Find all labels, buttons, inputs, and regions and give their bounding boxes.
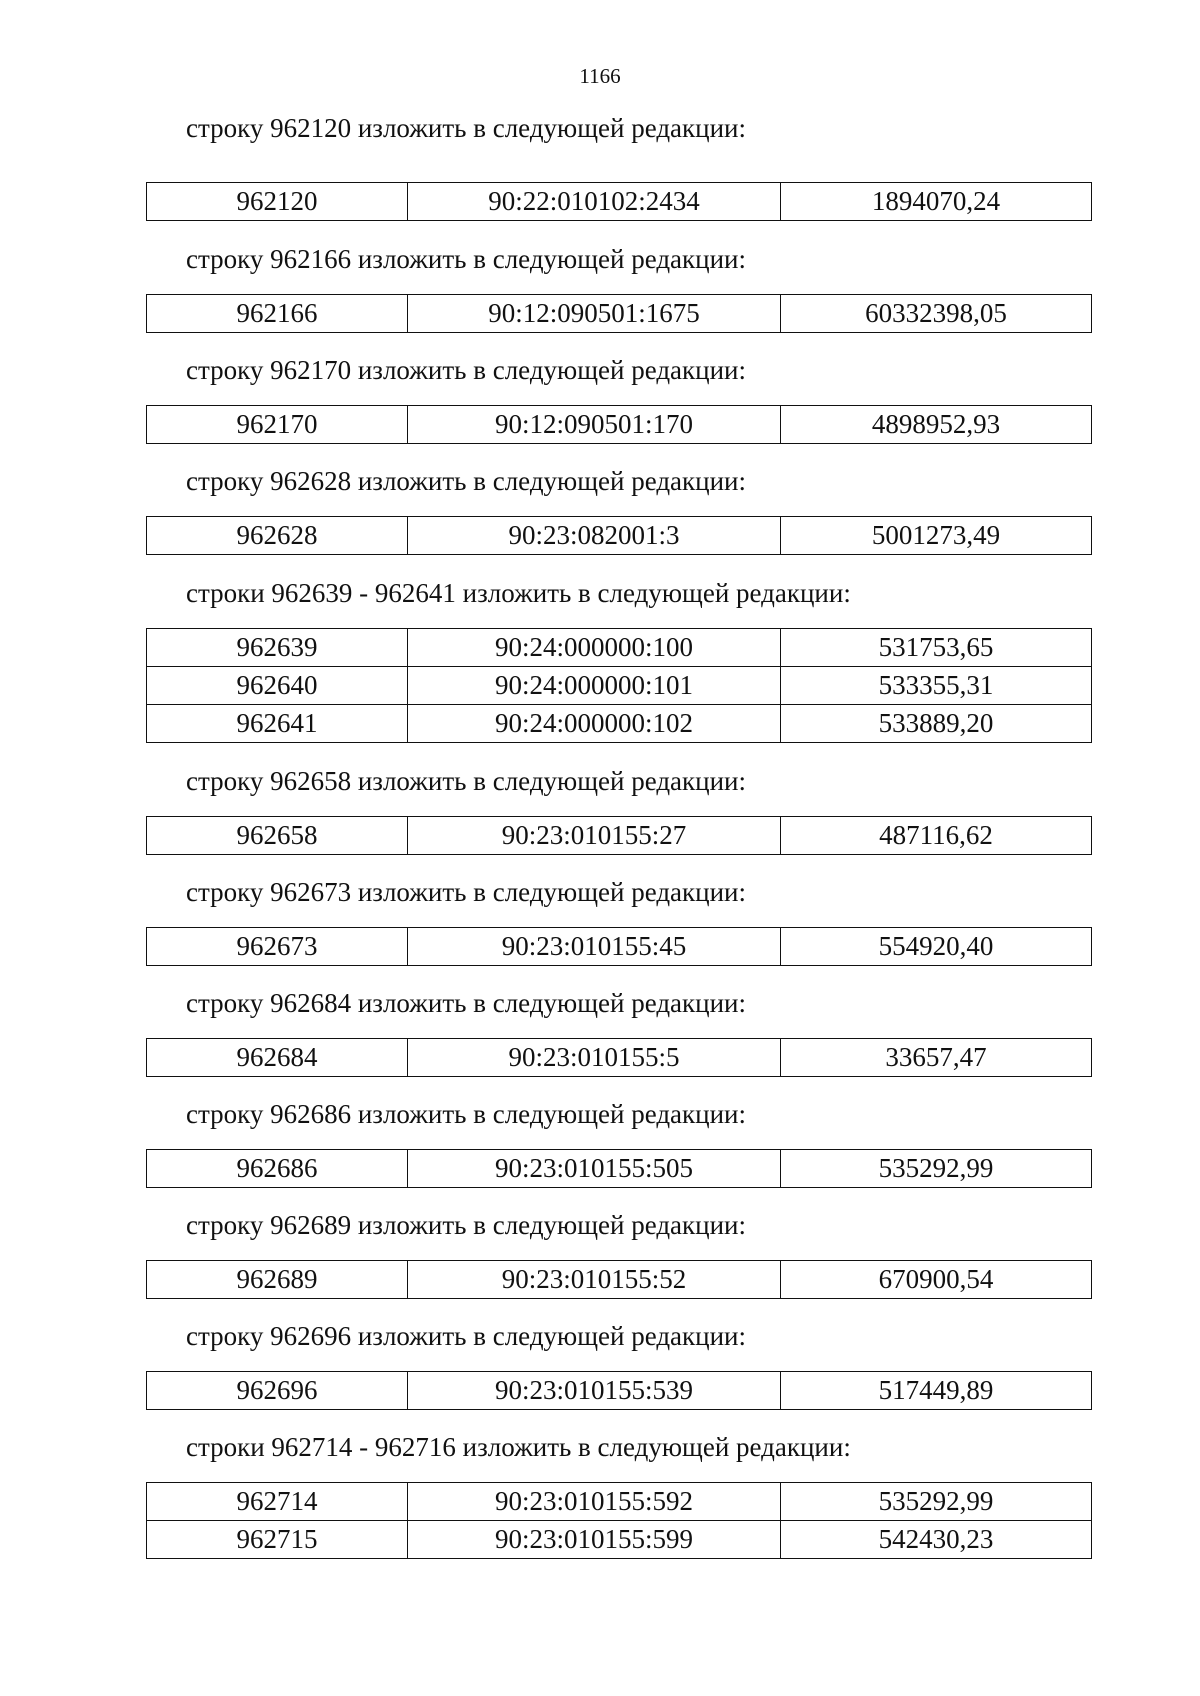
record-number-cell: 962628 bbox=[147, 517, 408, 555]
record-number-cell: 962673 bbox=[147, 928, 408, 966]
table-row bbox=[147, 817, 1092, 855]
cadastral-number-cell: 90:23:010155:539 bbox=[408, 1372, 781, 1410]
value-cell: 542430,23 bbox=[781, 1521, 1092, 1559]
record-number-cell: 962641 bbox=[147, 705, 408, 743]
table-row bbox=[147, 1521, 1092, 1559]
section-heading: строку 962628 изложить в следующей редакции: bbox=[186, 466, 747, 496]
section-heading: строку 962696 изложить в следующей редакции: bbox=[186, 1321, 747, 1351]
record-number-cell: 962686 bbox=[147, 1150, 408, 1188]
section-heading: строку 962673 изложить в следующей редакции: bbox=[186, 877, 747, 907]
table-row bbox=[147, 1372, 1092, 1410]
table-row bbox=[147, 1039, 1092, 1077]
section-heading: строку 962166 изложить в следующей редакции: bbox=[186, 244, 747, 274]
value-cell: 533355,31 bbox=[781, 667, 1092, 705]
record-table bbox=[146, 628, 1092, 743]
table-row bbox=[147, 1483, 1092, 1521]
record-table bbox=[146, 1482, 1092, 1559]
record-number-cell: 962640 bbox=[147, 667, 408, 705]
section-heading: строку 962658 изложить в следующей редакции: bbox=[186, 766, 747, 796]
value-cell: 670900,54 bbox=[781, 1261, 1092, 1299]
record-table bbox=[146, 1038, 1092, 1077]
record-table bbox=[146, 1371, 1092, 1410]
cadastral-number-cell: 90:23:010155:505 bbox=[408, 1150, 781, 1188]
cadastral-number-cell: 90:22:010102:2434 bbox=[408, 183, 781, 221]
table-row bbox=[147, 1150, 1092, 1188]
record-table bbox=[146, 927, 1092, 966]
record-number-cell: 962696 bbox=[147, 1372, 408, 1410]
value-cell: 531753,65 bbox=[781, 629, 1092, 667]
section-heading: строку 962170 изложить в следующей редакции: bbox=[186, 355, 747, 385]
value-cell: 1894070,24 bbox=[781, 183, 1092, 221]
cadastral-number-cell: 90:24:000000:102 bbox=[408, 705, 781, 743]
record-table bbox=[146, 294, 1092, 333]
table-row bbox=[147, 183, 1092, 221]
record-table bbox=[146, 405, 1092, 444]
value-cell: 517449,89 bbox=[781, 1372, 1092, 1410]
record-number-cell: 962684 bbox=[147, 1039, 408, 1077]
cadastral-number-cell: 90:23:010155:5 bbox=[408, 1039, 781, 1077]
record-number-cell: 962120 bbox=[147, 183, 408, 221]
section-heading: строку 962689 изложить в следующей редакции: bbox=[186, 1210, 747, 1240]
cadastral-number-cell: 90:24:000000:100 bbox=[408, 629, 781, 667]
value-cell: 487116,62 bbox=[781, 817, 1092, 855]
record-number-cell: 962689 bbox=[147, 1261, 408, 1299]
record-table bbox=[146, 816, 1092, 855]
cadastral-number-cell: 90:24:000000:101 bbox=[408, 667, 781, 705]
section-heading: строку 962686 изложить в следующей редакции: bbox=[186, 1099, 747, 1129]
table-row bbox=[147, 295, 1092, 333]
value-cell: 4898952,93 bbox=[781, 406, 1092, 444]
cadastral-number-cell: 90:23:010155:52 bbox=[408, 1261, 781, 1299]
section-heading: строки 962639 - 962641 изложить в следующей редакции: bbox=[186, 578, 851, 608]
record-number-cell: 962166 bbox=[147, 295, 408, 333]
record-number-cell: 962714 bbox=[147, 1483, 408, 1521]
record-number-cell: 962170 bbox=[147, 406, 408, 444]
cadastral-number-cell: 90:23:010155:592 bbox=[408, 1483, 781, 1521]
record-table bbox=[146, 182, 1092, 221]
cadastral-number-cell: 90:23:010155:27 bbox=[408, 817, 781, 855]
page-number: 1166 bbox=[579, 64, 621, 88]
record-number-cell: 962658 bbox=[147, 817, 408, 855]
cadastral-number-cell: 90:23:010155:45 bbox=[408, 928, 781, 966]
table-row bbox=[147, 517, 1092, 555]
cadastral-number-cell: 90:23:082001:3 bbox=[408, 517, 781, 555]
value-cell: 535292,99 bbox=[781, 1150, 1092, 1188]
record-number-cell: 962715 bbox=[147, 1521, 408, 1559]
table-row bbox=[147, 667, 1092, 705]
section-heading: строку 962120 изложить в следующей редакции: bbox=[186, 113, 747, 143]
record-table bbox=[146, 516, 1092, 555]
table-row bbox=[147, 928, 1092, 966]
section-heading: строку 962684 изложить в следующей редакции: bbox=[186, 988, 747, 1018]
cadastral-number-cell: 90:12:090501:1675 bbox=[408, 295, 781, 333]
section-heading: строки 962714 - 962716 изложить в следующей редакции: bbox=[186, 1432, 851, 1462]
cadastral-number-cell: 90:23:010155:599 bbox=[408, 1521, 781, 1559]
table-row bbox=[147, 629, 1092, 667]
table-row bbox=[147, 705, 1092, 743]
value-cell: 533889,20 bbox=[781, 705, 1092, 743]
value-cell: 554920,40 bbox=[781, 928, 1092, 966]
record-table bbox=[146, 1260, 1092, 1299]
value-cell: 5001273,49 bbox=[781, 517, 1092, 555]
value-cell: 33657,47 bbox=[781, 1039, 1092, 1077]
value-cell: 60332398,05 bbox=[781, 295, 1092, 333]
record-table bbox=[146, 1149, 1092, 1188]
cadastral-number-cell: 90:12:090501:170 bbox=[408, 406, 781, 444]
table-row bbox=[147, 1261, 1092, 1299]
table-row bbox=[147, 406, 1092, 444]
record-number-cell: 962639 bbox=[147, 629, 408, 667]
value-cell: 535292,99 bbox=[781, 1483, 1092, 1521]
